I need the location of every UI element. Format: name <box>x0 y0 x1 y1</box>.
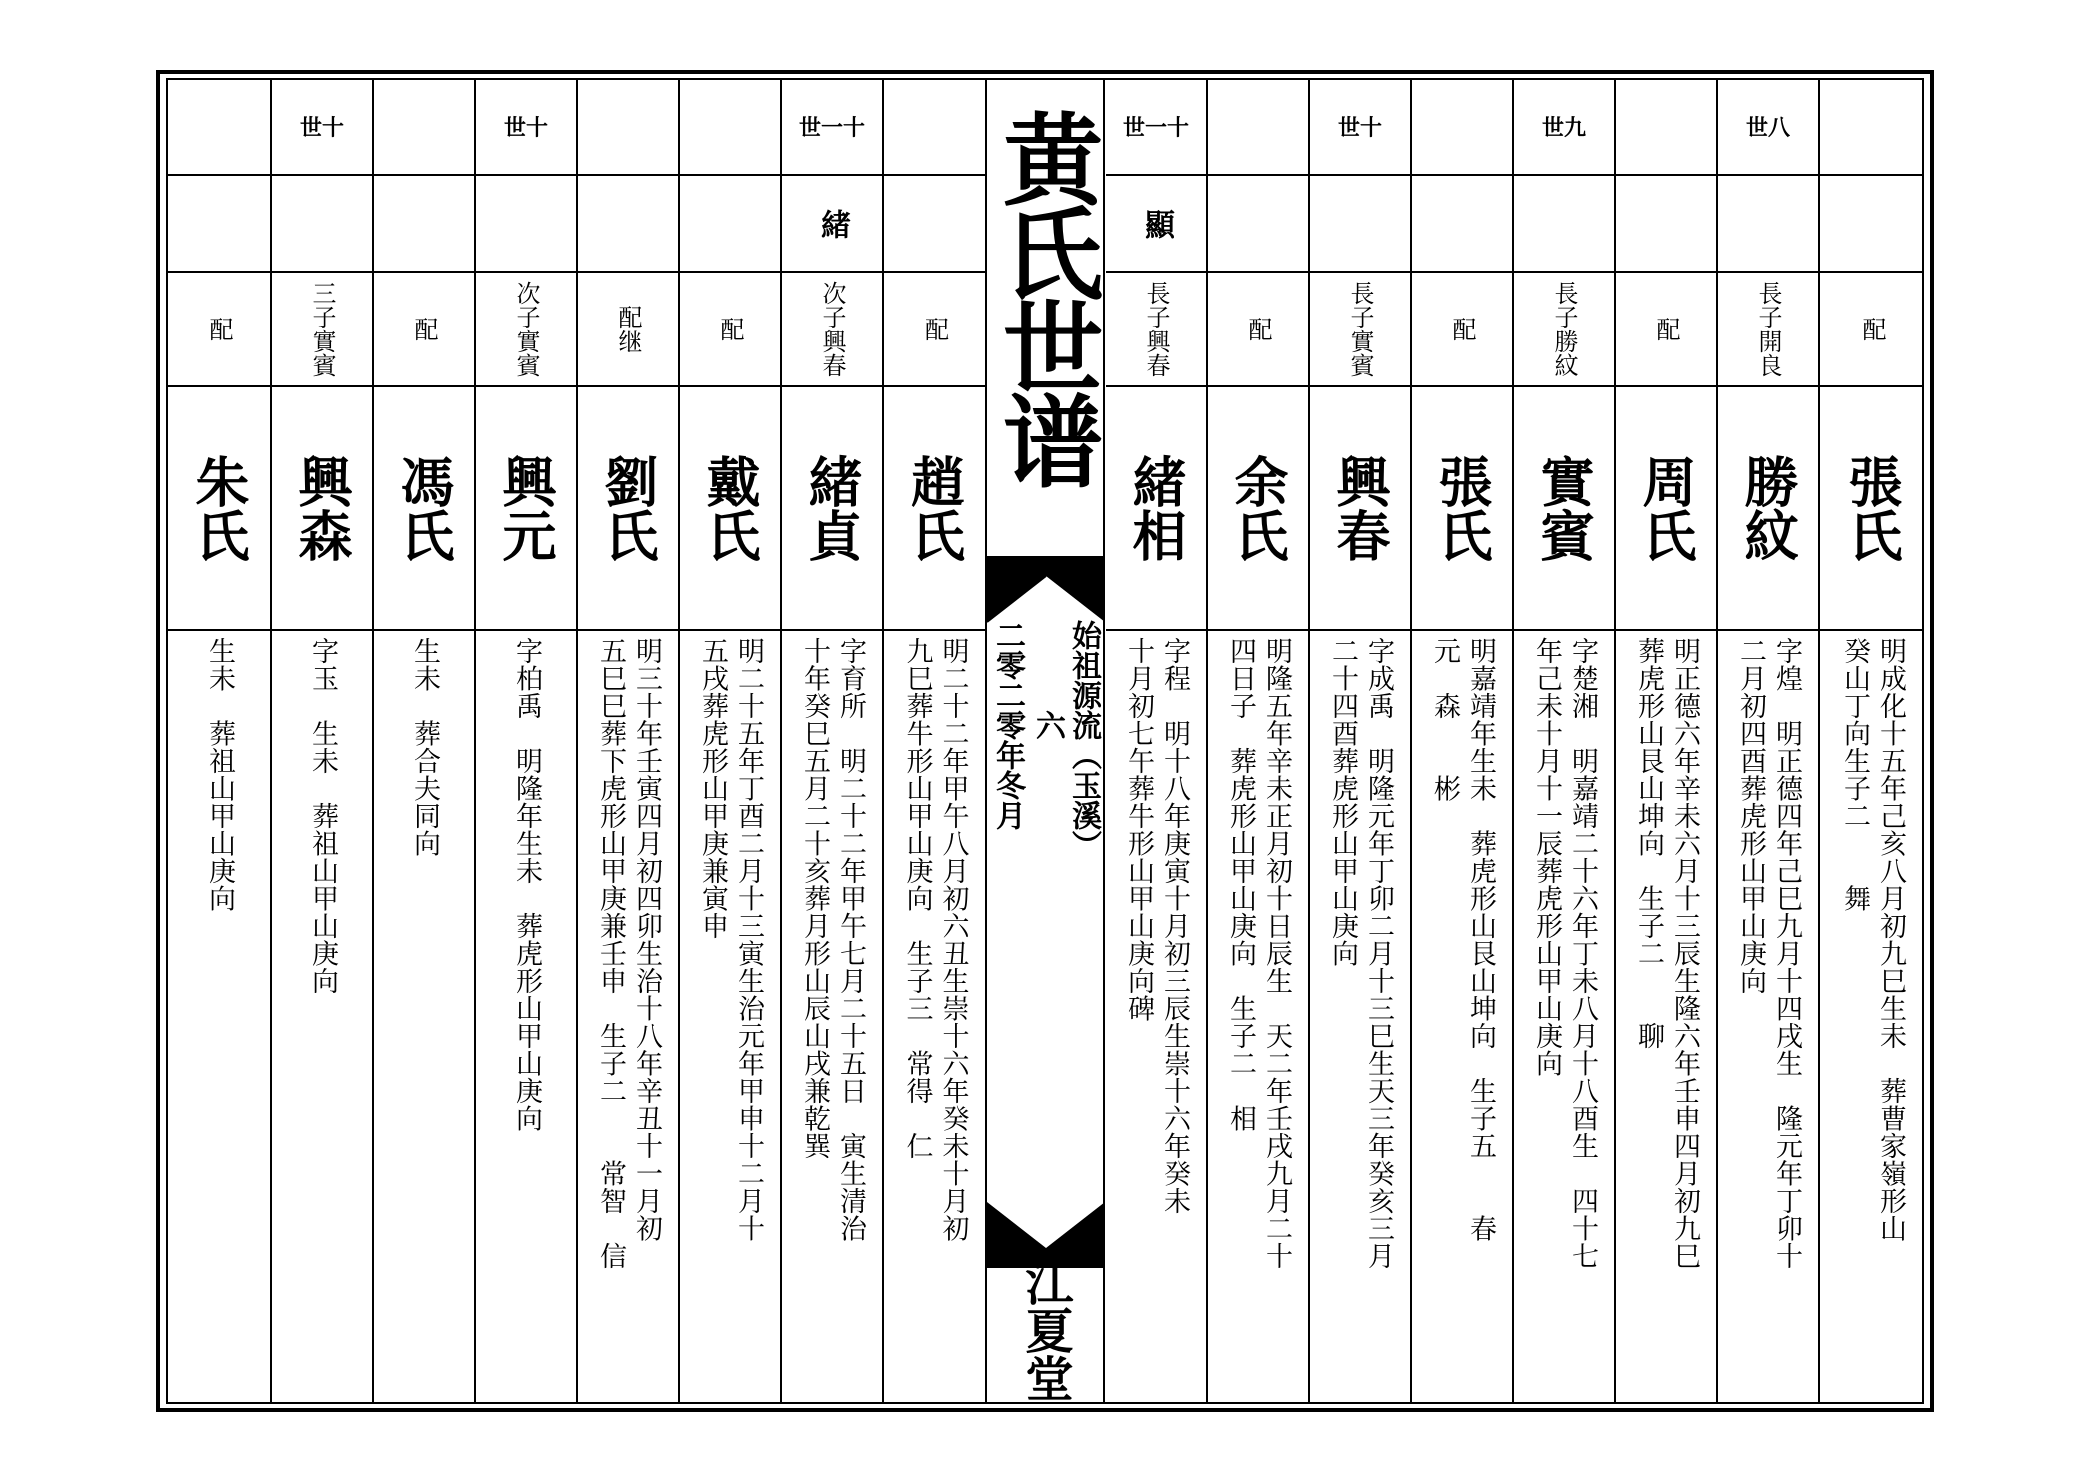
detail-line: 字柏禹 明隆年生未 葬虎形山甲山庚向 <box>511 637 542 1132</box>
hall-name-block <box>987 1258 1103 1402</box>
relation-line: 長子 <box>1346 281 1374 329</box>
detail-line: 字育所 明二十二年甲午七月二十五日 寅生清治 <box>835 637 866 1242</box>
detail-line: 四日子 葬虎形山甲山庚向 生子二 相 <box>1225 637 1256 1132</box>
person-name: 興春 <box>1328 454 1392 562</box>
relation-line: 配 <box>716 317 744 341</box>
detail-line: 字楚湘 明嘉靖二十六年丁未八月十八酉生 四十七 <box>1567 637 1598 1270</box>
generation-cell <box>1616 78 1716 176</box>
relation-cell <box>1718 273 1818 387</box>
detail-line: 生未 葬合夫同向 <box>409 637 440 857</box>
relation-line: 長子 <box>1550 281 1578 329</box>
relation-text <box>922 317 948 341</box>
entry-column <box>374 78 476 1404</box>
relation-line: 配 <box>205 317 233 341</box>
relation-text <box>819 281 845 377</box>
person-name: 緒相 <box>1124 454 1188 562</box>
relation-line: 配 <box>920 317 949 341</box>
person-name: 興元 <box>494 454 558 562</box>
entry-column <box>1208 78 1310 1404</box>
relation-text <box>309 281 335 377</box>
person-name: 劉氏 <box>596 454 660 562</box>
detail-text <box>306 631 338 995</box>
relation-line: 實賓 <box>512 329 540 377</box>
relation-line: 配 <box>1858 317 1886 341</box>
relation-line: 長子 <box>1754 281 1782 329</box>
generation-cell <box>1310 78 1410 176</box>
person-name: 勝紋 <box>1736 454 1800 562</box>
detail-line: 明正德六年辛未六月十三辰生隆六年壬申四月初九巳 <box>1669 637 1700 1270</box>
entry-column <box>1718 78 1820 1404</box>
relation-line: 興春 <box>1142 329 1170 377</box>
relation-text <box>1347 281 1373 377</box>
generation-cell <box>476 78 576 176</box>
middle-name-cell <box>1820 176 1924 273</box>
detail-line: 明二十五年丁酉二月十三寅生治元年甲申十二月十 <box>733 637 764 1242</box>
entry-column <box>1412 78 1514 1404</box>
detail-line: 明嘉靖年生未 葬虎形山艮山坤向 生子五 春 <box>1465 637 1496 1242</box>
detail-line: 二十四酉葬虎形山甲山庚向 <box>1327 637 1358 967</box>
detail-line: 五戌葬虎形山甲庚兼寅申 <box>697 637 728 940</box>
name-cell <box>884 387 985 631</box>
generation-label: 世一十 <box>798 114 865 141</box>
generation-cell <box>680 78 780 176</box>
detail-line: 五巳巳葬下虎形山甲庚兼壬申 生子二 常智 信 <box>595 637 626 1270</box>
person-name: 張氏 <box>1840 454 1904 562</box>
detail-line: 明成化十五年己亥八月初九巳生未 葬曹家嶺形山 <box>1875 637 1906 1242</box>
middle-name-cell <box>1208 176 1308 273</box>
detail-line: 字玉 生未 葬祖山甲山庚向 <box>307 637 338 995</box>
generation-cell <box>578 78 678 176</box>
relation-line: 開良 <box>1754 329 1782 377</box>
fishtail-block <box>987 556 1103 1268</box>
middle-name-cell <box>1514 176 1614 273</box>
relation-cell <box>168 273 270 387</box>
relation-line: 配 <box>1448 317 1476 341</box>
generation-label: 世八 <box>1745 114 1790 141</box>
person-name: 余氏 <box>1226 454 1290 562</box>
relation-line: 配 <box>1244 317 1272 341</box>
detail-cell <box>578 631 678 1404</box>
name-cell <box>272 387 372 631</box>
detail-text <box>1224 631 1292 1270</box>
detail-cell <box>476 631 576 1404</box>
hall-name: 江夏堂 <box>1017 1258 1073 1402</box>
name-cell <box>1208 387 1308 631</box>
relation-text <box>1551 281 1577 377</box>
date-label: 二零二零年冬月 <box>990 620 1025 830</box>
entry-column <box>1514 78 1616 1404</box>
detail-cell <box>884 631 985 1404</box>
relation-cell <box>272 273 372 387</box>
person-name: 實賓 <box>1532 454 1596 562</box>
generation-cell <box>1514 78 1614 176</box>
detail-line: 生未 葬祖山甲山庚向 <box>204 637 235 912</box>
relation-cell <box>476 273 576 387</box>
name-cell <box>374 387 474 631</box>
person-name: 緒貞 <box>800 454 864 562</box>
detail-text <box>594 631 662 1270</box>
person-name: 戴氏 <box>698 454 762 562</box>
spine-text <box>987 620 1103 860</box>
detail-text <box>901 631 969 1242</box>
detail-text <box>696 631 764 1242</box>
detail-line: 年己未十月十一辰葬虎形山甲山庚向 <box>1531 637 1562 1077</box>
detail-text <box>203 631 235 912</box>
middle-name-cell <box>1310 176 1410 273</box>
generation-cell <box>782 78 882 176</box>
generation-cell <box>1718 78 1818 176</box>
middle-name-cell <box>374 176 474 273</box>
relation-cell <box>1616 273 1716 387</box>
relation-line: 長子 <box>1142 281 1170 329</box>
detail-line: 明三十年壬寅四月初四卯生治十八年辛丑十一月初 <box>631 637 662 1242</box>
entry-column <box>680 78 782 1404</box>
detail-cell <box>1820 631 1924 1404</box>
name-cell <box>578 387 678 631</box>
detail-cell <box>1616 631 1716 1404</box>
person-name: 興森 <box>290 454 354 562</box>
detail-text <box>510 631 542 1132</box>
generation-label: 世十 <box>299 114 344 141</box>
middle-name-cell <box>1616 176 1716 273</box>
middle-name-cell <box>1718 176 1818 273</box>
detail-cell <box>1310 631 1410 1404</box>
middle-name-cell <box>578 176 678 273</box>
detail-line: 葬虎形山艮山坤向 生子二 聊 <box>1633 637 1664 1050</box>
generation-cell <box>168 78 270 176</box>
relation-cell <box>1208 273 1308 387</box>
detail-text <box>1530 631 1598 1270</box>
relation-cell <box>374 273 474 387</box>
relation-line: 配 <box>1652 317 1680 341</box>
name-cell <box>1616 387 1716 631</box>
person-name: 馮氏 <box>392 454 456 562</box>
detail-line: 元 森 彬 <box>1429 637 1460 802</box>
generation-label: 世一十 <box>1122 114 1189 141</box>
detail-line: 字程 明十八年庚寅十月初三辰生崇十六年癸未 <box>1159 637 1190 1215</box>
name-cell <box>1106 387 1206 631</box>
detail-text <box>798 631 866 1242</box>
center-spine <box>987 78 1105 1404</box>
relation-cell <box>1514 273 1614 387</box>
detail-line: 十月初七午葬牛形山甲山庚向碑 <box>1123 637 1154 1022</box>
entry-column <box>1616 78 1718 1404</box>
relation-cell <box>1106 273 1206 387</box>
relation-cell <box>1820 273 1924 387</box>
book-title-block <box>987 108 1103 484</box>
middle-name-cell <box>680 176 780 273</box>
entry-column <box>476 78 578 1404</box>
detail-text <box>1838 631 1906 1242</box>
generation-label: 世十 <box>1337 114 1382 141</box>
relation-line: 勝紋 <box>1550 329 1578 377</box>
detail-line: 十年癸巳五月二十亥葬月形山辰山戌兼乾巽 <box>799 637 830 1160</box>
relation-text <box>206 317 232 341</box>
entry-column <box>884 78 987 1404</box>
detail-text <box>1122 631 1190 1215</box>
name-cell <box>1718 387 1818 631</box>
relation-text <box>1755 281 1781 377</box>
person-name: 張氏 <box>1430 454 1494 562</box>
name-cell <box>782 387 882 631</box>
relation-line: 次子 <box>512 281 540 329</box>
detail-cell <box>1718 631 1818 1404</box>
relation-text <box>411 317 437 341</box>
generation-cell <box>884 78 985 176</box>
middle-name-cell <box>476 176 576 273</box>
detail-text <box>408 631 440 857</box>
middle-name-cell <box>168 176 270 273</box>
relation-text <box>1449 317 1475 341</box>
relation-text <box>717 317 743 341</box>
detail-line: 明隆五年辛未正月初十日辰生 天二年壬戌九月二十 <box>1261 637 1292 1270</box>
relation-cell <box>680 273 780 387</box>
name-cell <box>1310 387 1410 631</box>
detail-cell <box>272 631 372 1404</box>
detail-cell <box>680 631 780 1404</box>
relation-line: 配 <box>614 305 642 329</box>
person-name: 趙氏 <box>902 454 967 562</box>
person-name: 朱氏 <box>187 454 251 562</box>
detail-cell <box>1208 631 1308 1404</box>
detail-text <box>1428 631 1496 1242</box>
person-name: 周氏 <box>1634 454 1698 562</box>
relation-cell <box>578 273 678 387</box>
detail-cell <box>1514 631 1614 1404</box>
entry-column <box>1310 78 1412 1404</box>
detail-line: 字煌 明正德四年己巳九月十四戌生 隆元年丁卯十 <box>1771 637 1802 1270</box>
middle-name: 緒 <box>815 208 850 239</box>
relation-text <box>1653 317 1679 341</box>
generation-label: 世十 <box>503 114 548 141</box>
generation-cell <box>374 78 474 176</box>
book-title: 黄氏世谱 <box>986 108 1104 484</box>
detail-text <box>1734 631 1802 1270</box>
detail-line: 字成禹 明隆元年丁卯二月十三巳生天三年癸亥三月 <box>1363 637 1394 1270</box>
name-cell <box>168 387 270 631</box>
relation-line: 實賓 <box>1346 329 1374 377</box>
relation-text <box>1245 317 1271 341</box>
detail-cell <box>168 631 270 1404</box>
relation-text <box>513 281 539 377</box>
entry-column <box>168 78 272 1404</box>
middle-name-cell <box>782 176 882 273</box>
middle-name-cell <box>272 176 372 273</box>
relation-cell <box>1412 273 1512 387</box>
name-cell <box>680 387 780 631</box>
detail-text <box>1632 631 1700 1270</box>
name-cell <box>476 387 576 631</box>
relation-cell <box>1310 273 1410 387</box>
relation-line: 實賓 <box>308 329 336 377</box>
detail-line: 癸山丁向生子二 舞 <box>1839 637 1870 912</box>
detail-cell <box>374 631 474 1404</box>
relation-line: 配 <box>410 317 438 341</box>
middle-name-cell <box>1412 176 1512 273</box>
relation-cell <box>884 273 985 387</box>
entry-column <box>1820 78 1924 1404</box>
relation-line: 興春 <box>818 329 846 377</box>
name-cell <box>1514 387 1614 631</box>
middle-name: 顯 <box>1139 208 1174 239</box>
generation-cell <box>272 78 372 176</box>
detail-line: 二月初四酉葬虎形山甲山庚向 <box>1735 637 1766 995</box>
generation-cell <box>1820 78 1924 176</box>
relation-line: 继 <box>614 329 642 353</box>
relation-line: 三子 <box>308 281 336 329</box>
relation-cell <box>782 273 882 387</box>
name-cell <box>1820 387 1924 631</box>
middle-name-cell <box>1106 176 1206 273</box>
relation-text <box>1143 281 1169 377</box>
entry-column <box>272 78 374 1404</box>
entry-column <box>1106 78 1208 1404</box>
source-label: 始祖源流（玉溪） 六 <box>1030 620 1101 860</box>
entry-column <box>578 78 680 1404</box>
middle-name-cell <box>884 176 985 273</box>
relation-text <box>1859 317 1885 341</box>
relation-text <box>615 305 641 353</box>
name-cell <box>1412 387 1512 631</box>
generation-label: 世九 <box>1541 114 1586 141</box>
generation-cell <box>1208 78 1308 176</box>
relation-line: 次子 <box>818 281 846 329</box>
generation-cell <box>1412 78 1512 176</box>
generation-cell <box>1106 78 1206 176</box>
detail-text <box>1326 631 1394 1270</box>
detail-line: 九巳葬牛形山甲山庚向 生子三 常得 仁 <box>901 637 933 1160</box>
detail-cell <box>1106 631 1206 1404</box>
detail-cell <box>1412 631 1512 1404</box>
detail-cell <box>782 631 882 1404</box>
detail-line: 明二十二年甲午八月初六丑生崇十六年癸未十月初 <box>937 637 969 1242</box>
entry-column <box>782 78 884 1404</box>
